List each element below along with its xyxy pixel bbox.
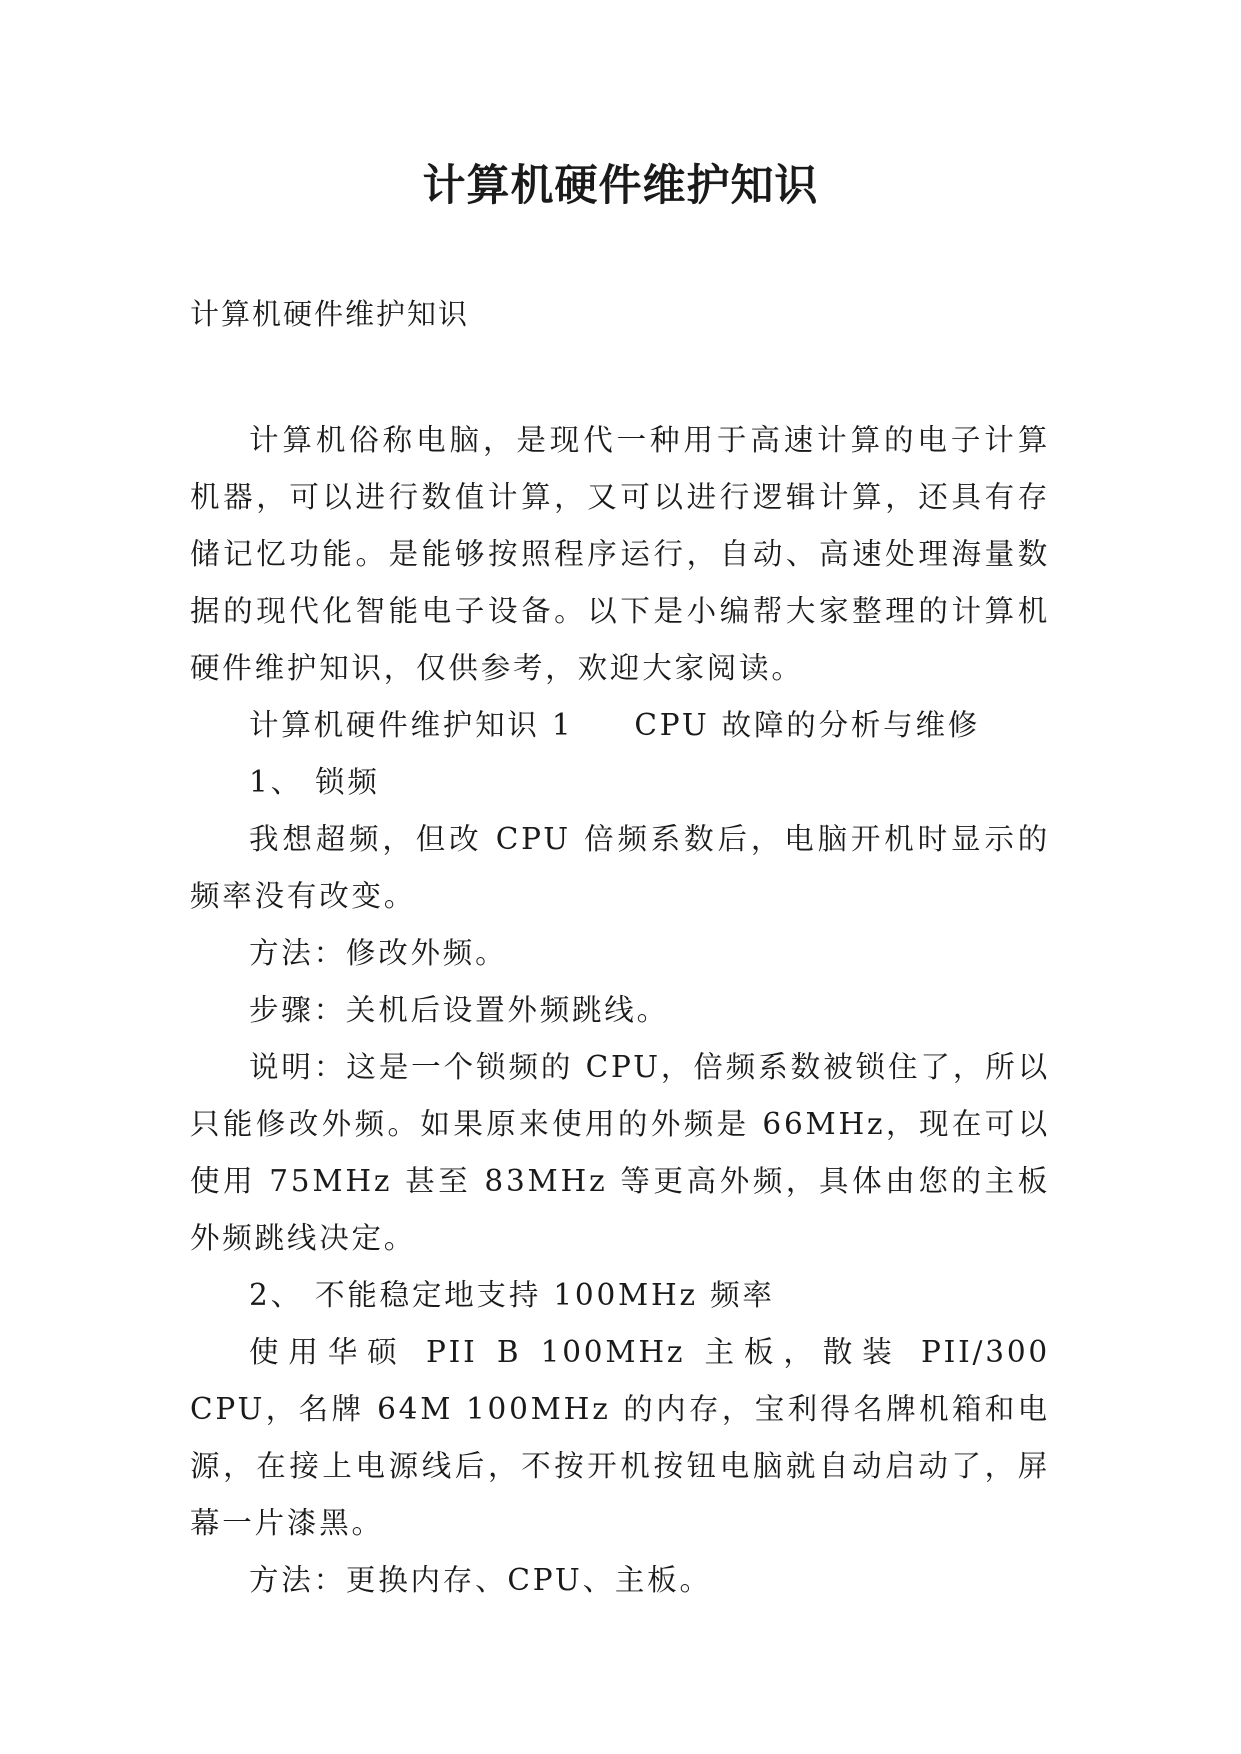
paragraph-problem-1: 我想超频，但改 CPU 倍频系数后，电脑开机时显示的频率没有改变。 <box>190 822 1050 913</box>
document-subtitle: 计算机硬件维护知识 <box>190 297 470 331</box>
paragraph-explanation-1: 说明：这是一个锁频的 CPU，倍频系数被锁住了，所以只能修改外频。如果原来使用的外频是 66MHz，现在可以使用 75MHz 甚至 83MHz 等更高外频，具体由您的主板外频跳线决定。 <box>190 1050 1050 1255</box>
paragraph-method-1: 方法：修改外频。 <box>249 936 508 970</box>
section-heading-cpu: 计算机硬件维护知识 1 CPU 故障的分析与维修 <box>249 708 981 742</box>
document-title: 计算机硬件维护知识 <box>422 161 819 211</box>
paragraph-intro: 计算机俗称电脑，是现代一种用于高速计算的电子计算机器，可以进行数值计算，又可以进行逻辑计算，还具有存储记忆功能。是能够按照程序运行，自动、高速处理海量数据的现代化智能电子设备。以下是小编帮大家整理的计算机硬件维护知识，仅供参考，欢迎大家阅读。 <box>190 423 1050 685</box>
paragraph-problem-2: 使用华硕 PII B 100MHz 主板，散装 PII/300 CPU，名牌 64M 100MHz 的内存，宝利得名牌机箱和电源，在接上电源线后，不按开机按钮电脑就自动启动了，屏幕一片漆黑。 <box>190 1335 1050 1540</box>
subheading-100mhz: 2、 不能稳定地支持 100MHz 频率 <box>249 1278 775 1312</box>
paragraph-steps-1: 步骤：关机后设置外频跳线。 <box>249 993 669 1027</box>
subheading-lock-frequency: 1、 锁频 <box>249 765 380 799</box>
document-body <box>190 412 1050 1609</box>
paragraph-method-2: 方法：更换内存、CPU、主板。 <box>249 1563 712 1597</box>
